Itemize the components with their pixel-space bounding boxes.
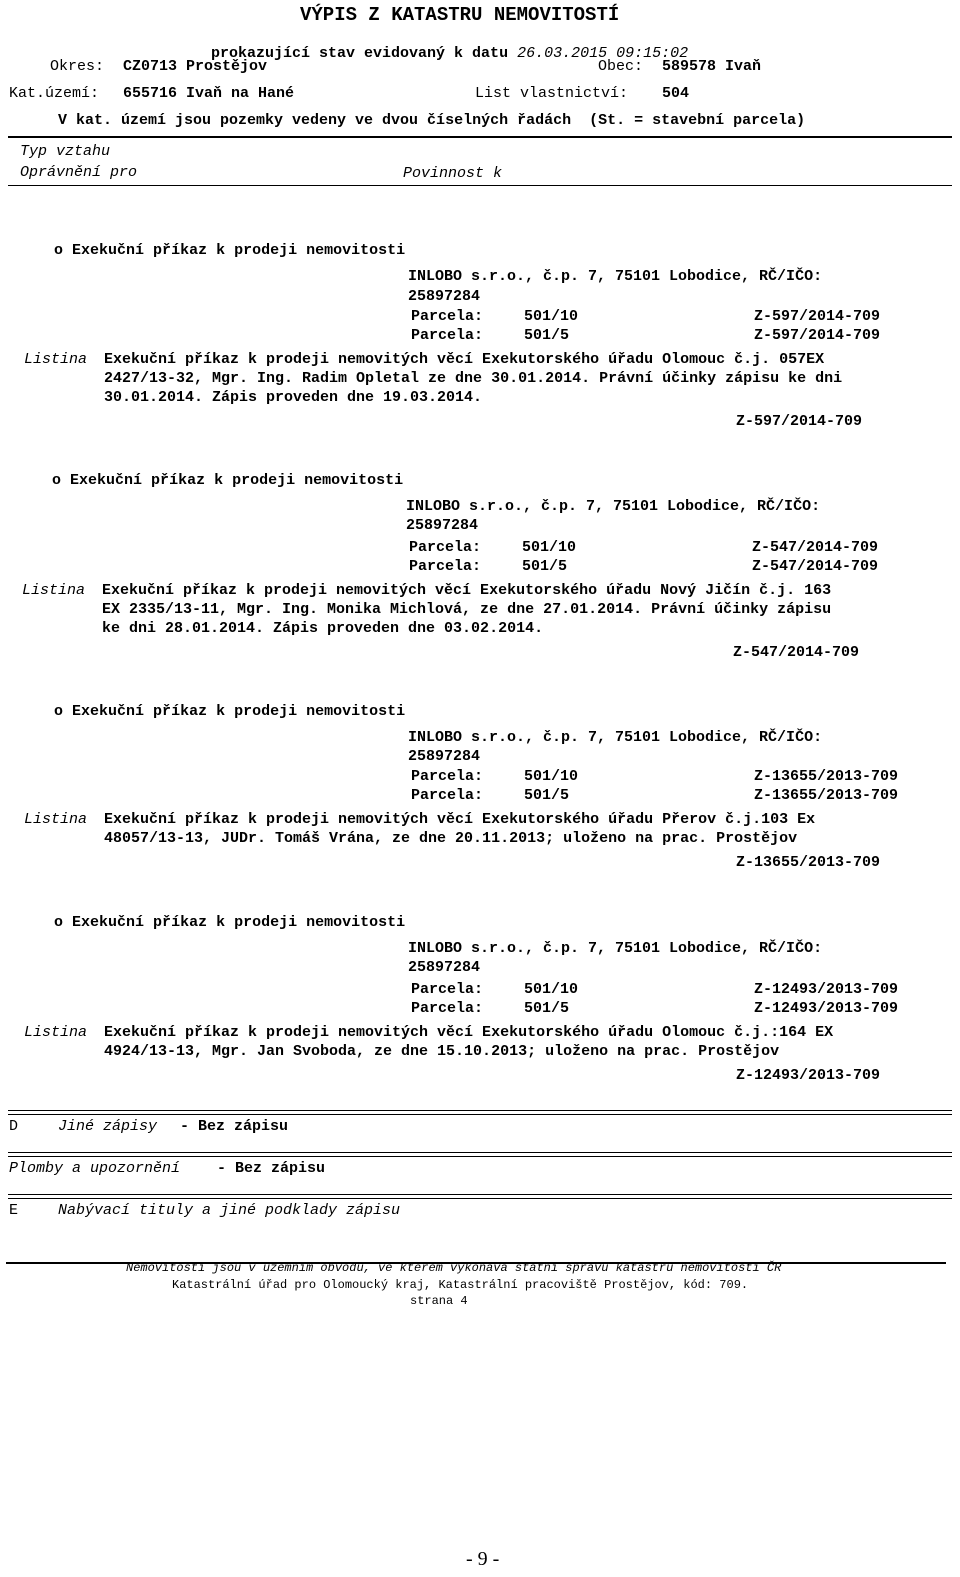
listina-text: 4924/13-13, Mgr. Jan Svoboda, ze dne 15.10.2013; uloženo na prac. Prostějov xyxy=(104,1043,780,1060)
entry-4 xyxy=(0,897,960,1127)
list-label: List vlastnictví: xyxy=(475,85,629,102)
section-d-letter: D xyxy=(9,1118,19,1135)
owner-line: INLOBO s.r.o., č.p. 7, 75101 Lobodice, RČ/IČO: xyxy=(408,729,823,746)
section-d-rule xyxy=(8,1110,952,1115)
parcel-number: 501/5 xyxy=(524,787,570,804)
parcel-label: Parcela: xyxy=(411,327,484,344)
entry-2 xyxy=(0,455,960,685)
bullet-icon: o xyxy=(54,703,64,720)
footer-line-1: Nemovitosti jsou v územním obvodu, ve kterém vykonává státní správu katastru nemovitostí ČR xyxy=(126,1261,782,1275)
okres-label: Okres: xyxy=(50,58,105,75)
parcel-label: Parcela: xyxy=(411,787,484,804)
listina-text: Exekuční příkaz k prodeji nemovitých věcí Exekutorského úřadu Olomouc č.j. 057EX xyxy=(104,351,825,368)
parcel-number: 501/10 xyxy=(524,981,579,998)
owner-id: 25897284 xyxy=(408,288,481,305)
plomby-title: Plomby a upozornění xyxy=(9,1160,181,1177)
header-rule xyxy=(8,136,952,138)
entry-3 xyxy=(0,686,960,916)
entry-title-text: Exekuční příkaz k prodeji nemovitosti xyxy=(72,242,406,259)
parcel-number: 501/5 xyxy=(524,327,570,344)
entry-title-text: Exekuční příkaz k prodeji nemovitosti xyxy=(70,472,404,489)
entry-title xyxy=(16,455,403,506)
owner-line: INLOBO s.r.o., č.p. 7, 75101 Lobodice, RČ/IČO: xyxy=(408,940,823,957)
owner-line: INLOBO s.r.o., č.p. 7, 75101 Lobodice, RČ/IČO: xyxy=(408,268,823,285)
katuzemi-label: Kat.území: xyxy=(9,85,100,102)
listina-text: Exekuční příkaz k prodeji nemovitých věcí Exekutorského úřadu Olomouc č.j.:164 EX xyxy=(104,1024,834,1041)
entry-title xyxy=(18,686,405,737)
parcel-ref: Z-13655/2013-709 xyxy=(754,768,899,785)
obec-value: 589578 Ivaň xyxy=(662,58,762,75)
listina-label: Listina xyxy=(24,351,88,368)
col-typ-vztahu: Typ vztahu xyxy=(20,143,111,160)
subtitle xyxy=(193,28,688,62)
entry-ref: Z-12493/2013-709 xyxy=(736,1067,881,1084)
parcel-number: 501/5 xyxy=(522,558,568,575)
listina-text: Exekuční příkaz k prodeji nemovitých věcí Exekutorského úřadu Nový Jičín č.j. 163 xyxy=(102,582,832,599)
parcel-ref: Z-597/2014-709 xyxy=(754,308,881,325)
footer-page: strana 4 xyxy=(410,1294,468,1308)
bullet-icon: o xyxy=(52,472,62,489)
parcel-label: Parcela: xyxy=(411,308,484,325)
section-e-letter: E xyxy=(9,1202,19,1219)
parcel-ref: Z-597/2014-709 xyxy=(754,327,881,344)
listina-text: 2427/13-32, Mgr. Ing. Radim Opletal ze dne 30.01.2014. Právní účinky zápisu ke dni xyxy=(104,370,843,387)
subtitle-prefix: prokazující stav evidovaný k datu xyxy=(211,45,509,62)
entry-title-text: Exekuční příkaz k prodeji nemovitosti xyxy=(72,703,406,720)
section-d-title: Jiné zápisy xyxy=(58,1118,158,1135)
listina-text: Exekuční příkaz k prodeji nemovitých věcí Exekutorského úřadu Přerov č.j.103 Ex xyxy=(104,811,816,828)
entry-ref: Z-547/2014-709 xyxy=(733,644,860,661)
listina-label: Listina xyxy=(24,811,88,828)
parcel-number: 501/10 xyxy=(522,539,577,556)
bullet-icon: o xyxy=(54,242,64,259)
listina-label: Listina xyxy=(22,582,86,599)
section-d-status: - Bez zápisu xyxy=(180,1118,289,1135)
parcel-number: 501/10 xyxy=(524,308,579,325)
bullet-icon: o xyxy=(54,914,64,931)
owner-id: 25897284 xyxy=(406,517,479,534)
parcel-ref: Z-547/2014-709 xyxy=(752,558,879,575)
parcel-ref: Z-547/2014-709 xyxy=(752,539,879,556)
entry-ref: Z-597/2014-709 xyxy=(736,413,863,430)
list-value: 504 xyxy=(662,85,690,102)
parcel-label: Parcela: xyxy=(411,768,484,785)
owner-line: INLOBO s.r.o., č.p. 7, 75101 Lobodice, RČ/IČO: xyxy=(406,498,821,515)
parcel-ref: Z-12493/2013-709 xyxy=(754,981,899,998)
katuzemi-value: 655716 Ivaň na Hané xyxy=(123,85,295,102)
entry-title xyxy=(18,897,405,948)
page-title: VÝPIS Z KATASTRU NEMOVITOSTÍ xyxy=(300,4,620,26)
section-e-title: Nabývací tituly a jiné podklady zápisu xyxy=(58,1202,401,1219)
col-opravneni-pro: Oprávnění pro xyxy=(20,164,138,181)
listina-label: Listina xyxy=(24,1024,88,1041)
parcel-label: Parcela: xyxy=(409,558,482,575)
parcel-ref: Z-13655/2013-709 xyxy=(754,787,899,804)
parcel-number: 501/10 xyxy=(524,768,579,785)
column-header-rule xyxy=(8,185,952,186)
owner-id: 25897284 xyxy=(408,748,481,765)
parcel-number: 501/5 xyxy=(524,1000,570,1017)
owner-id: 25897284 xyxy=(408,959,481,976)
parcel-label: Parcela: xyxy=(411,981,484,998)
parcel-ref: Z-12493/2013-709 xyxy=(754,1000,899,1017)
obec-label: Obec: xyxy=(598,58,644,75)
parcel-label: Parcela: xyxy=(411,1000,484,1017)
footer-line-2: Katastrální úřad pro Olomoucký kraj, Katastrální pracoviště Prostějov, kód: 709. xyxy=(172,1278,749,1292)
extract-date: 26.03.2015 09:15:02 xyxy=(517,45,689,62)
plomby-status: - Bez zápisu xyxy=(217,1160,326,1177)
plomby-rule xyxy=(8,1152,952,1157)
entry-ref: Z-13655/2013-709 xyxy=(736,854,881,871)
listina-text: 48057/13-13, JUDr. Tomáš Vrána, ze dne 20.11.2013; uloženo na prac. Prostějov xyxy=(104,830,798,847)
listina-text: 30.01.2014. Zápis proveden dne 19.03.2014. xyxy=(104,389,483,406)
cadastre-note: V kat. území jsou pozemky vedeny ve dvou číselných řadách (St. = stavební parcela) xyxy=(58,112,806,129)
entry-title xyxy=(18,225,405,276)
listina-text: ke dni 28.01.2014. Zápis proveden dne 03.02.2014. xyxy=(102,620,544,637)
section-e-rule xyxy=(8,1194,952,1199)
parcel-label: Parcela: xyxy=(409,539,482,556)
page-number: - 9 - xyxy=(466,1548,500,1570)
entry-title-text: Exekuční příkaz k prodeji nemovitosti xyxy=(72,914,406,931)
okres-value: CZ0713 Prostějov xyxy=(123,58,268,75)
col-povinnost-k: Povinnost k xyxy=(403,165,503,182)
entry-1 xyxy=(0,225,960,455)
listina-text: EX 2335/13-11, Mgr. Ing. Monika Michlová, ze dne 27.01.2014. Právní účinky zápisu xyxy=(102,601,832,618)
